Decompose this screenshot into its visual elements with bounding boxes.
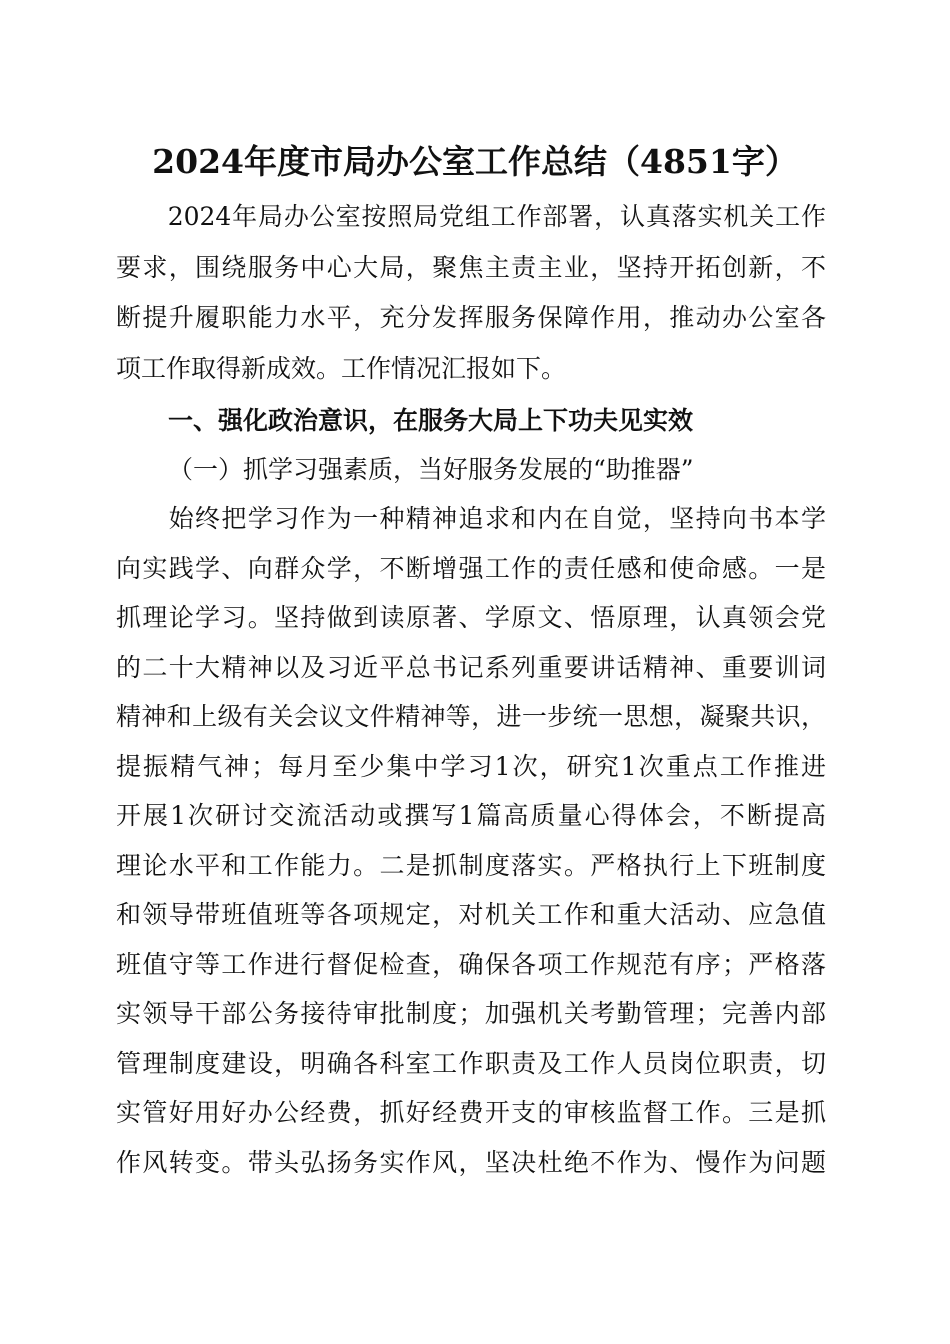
body-line: 和领导带班值班等各项规定，对机关工作和重大活动、应急值 (116, 900, 826, 929)
body-line: 精神和上级有关会议文件精神等，进一步统一思想，凝聚共识， (116, 702, 826, 731)
body-line: 实领导干部公务接待审批制度；加强机关考勤管理；完善内部 (116, 999, 826, 1028)
body-line: 开展1次研讨交流活动或撰写1篇高质量心得体会，不断提高 (116, 801, 826, 830)
body-line: 管理制度建设，明确各科室工作职责及工作人员岗位职责，切 (116, 1049, 826, 1078)
body-line: 的二十大精神以及习近平总书记系列重要讲话精神、重要训词 (116, 653, 826, 682)
document-title: 2024年度市局办公室工作总结（4851字） (152, 142, 798, 181)
subsection-heading: （一）抓学习强素质，当好服务发展的“助推器” (168, 455, 694, 484)
body-line: 班值守等工作进行督促检查，确保各项工作规范有序；严格落 (116, 950, 826, 979)
body-line: 实管好用好办公经费，抓好经费开支的审核监督工作。三是抓 (116, 1098, 826, 1127)
body-line: 理论水平和工作能力。二是抓制度落实。严格执行上下班制度 (116, 851, 826, 880)
intro-line: 断提升履职能力水平，充分发挥服务保障作用，推动办公室各 (116, 303, 826, 332)
intro-line: 要求，围绕服务中心大局，聚焦主责主业，坚持开拓创新，不 (116, 253, 826, 282)
body-line: 始终把学习作为一种精神追求和内在自觉，坚持向书本学 (116, 504, 826, 533)
body-line: 提振精气神；每月至少集中学习1次，研究1次重点工作推进 (116, 752, 826, 781)
body-line: 作风转变。带头弘扬务实作风，坚决杜绝不作为、慢作为问题 (116, 1148, 826, 1177)
section-heading: 一、强化政治意识，在服务大局上下功夫见实效 (168, 406, 694, 435)
intro-line: 2024年局办公室按照局党组工作部署，认真落实机关工作 (116, 202, 826, 231)
intro-line: 项工作取得新成效。工作情况汇报如下。 (116, 354, 567, 383)
body-line: 向实践学、向群众学，不断增强工作的责任感和使命感。一是 (116, 554, 826, 583)
body-line: 抓理论学习。坚持做到读原著、学原文、悟原理，认真领会党 (116, 603, 826, 632)
